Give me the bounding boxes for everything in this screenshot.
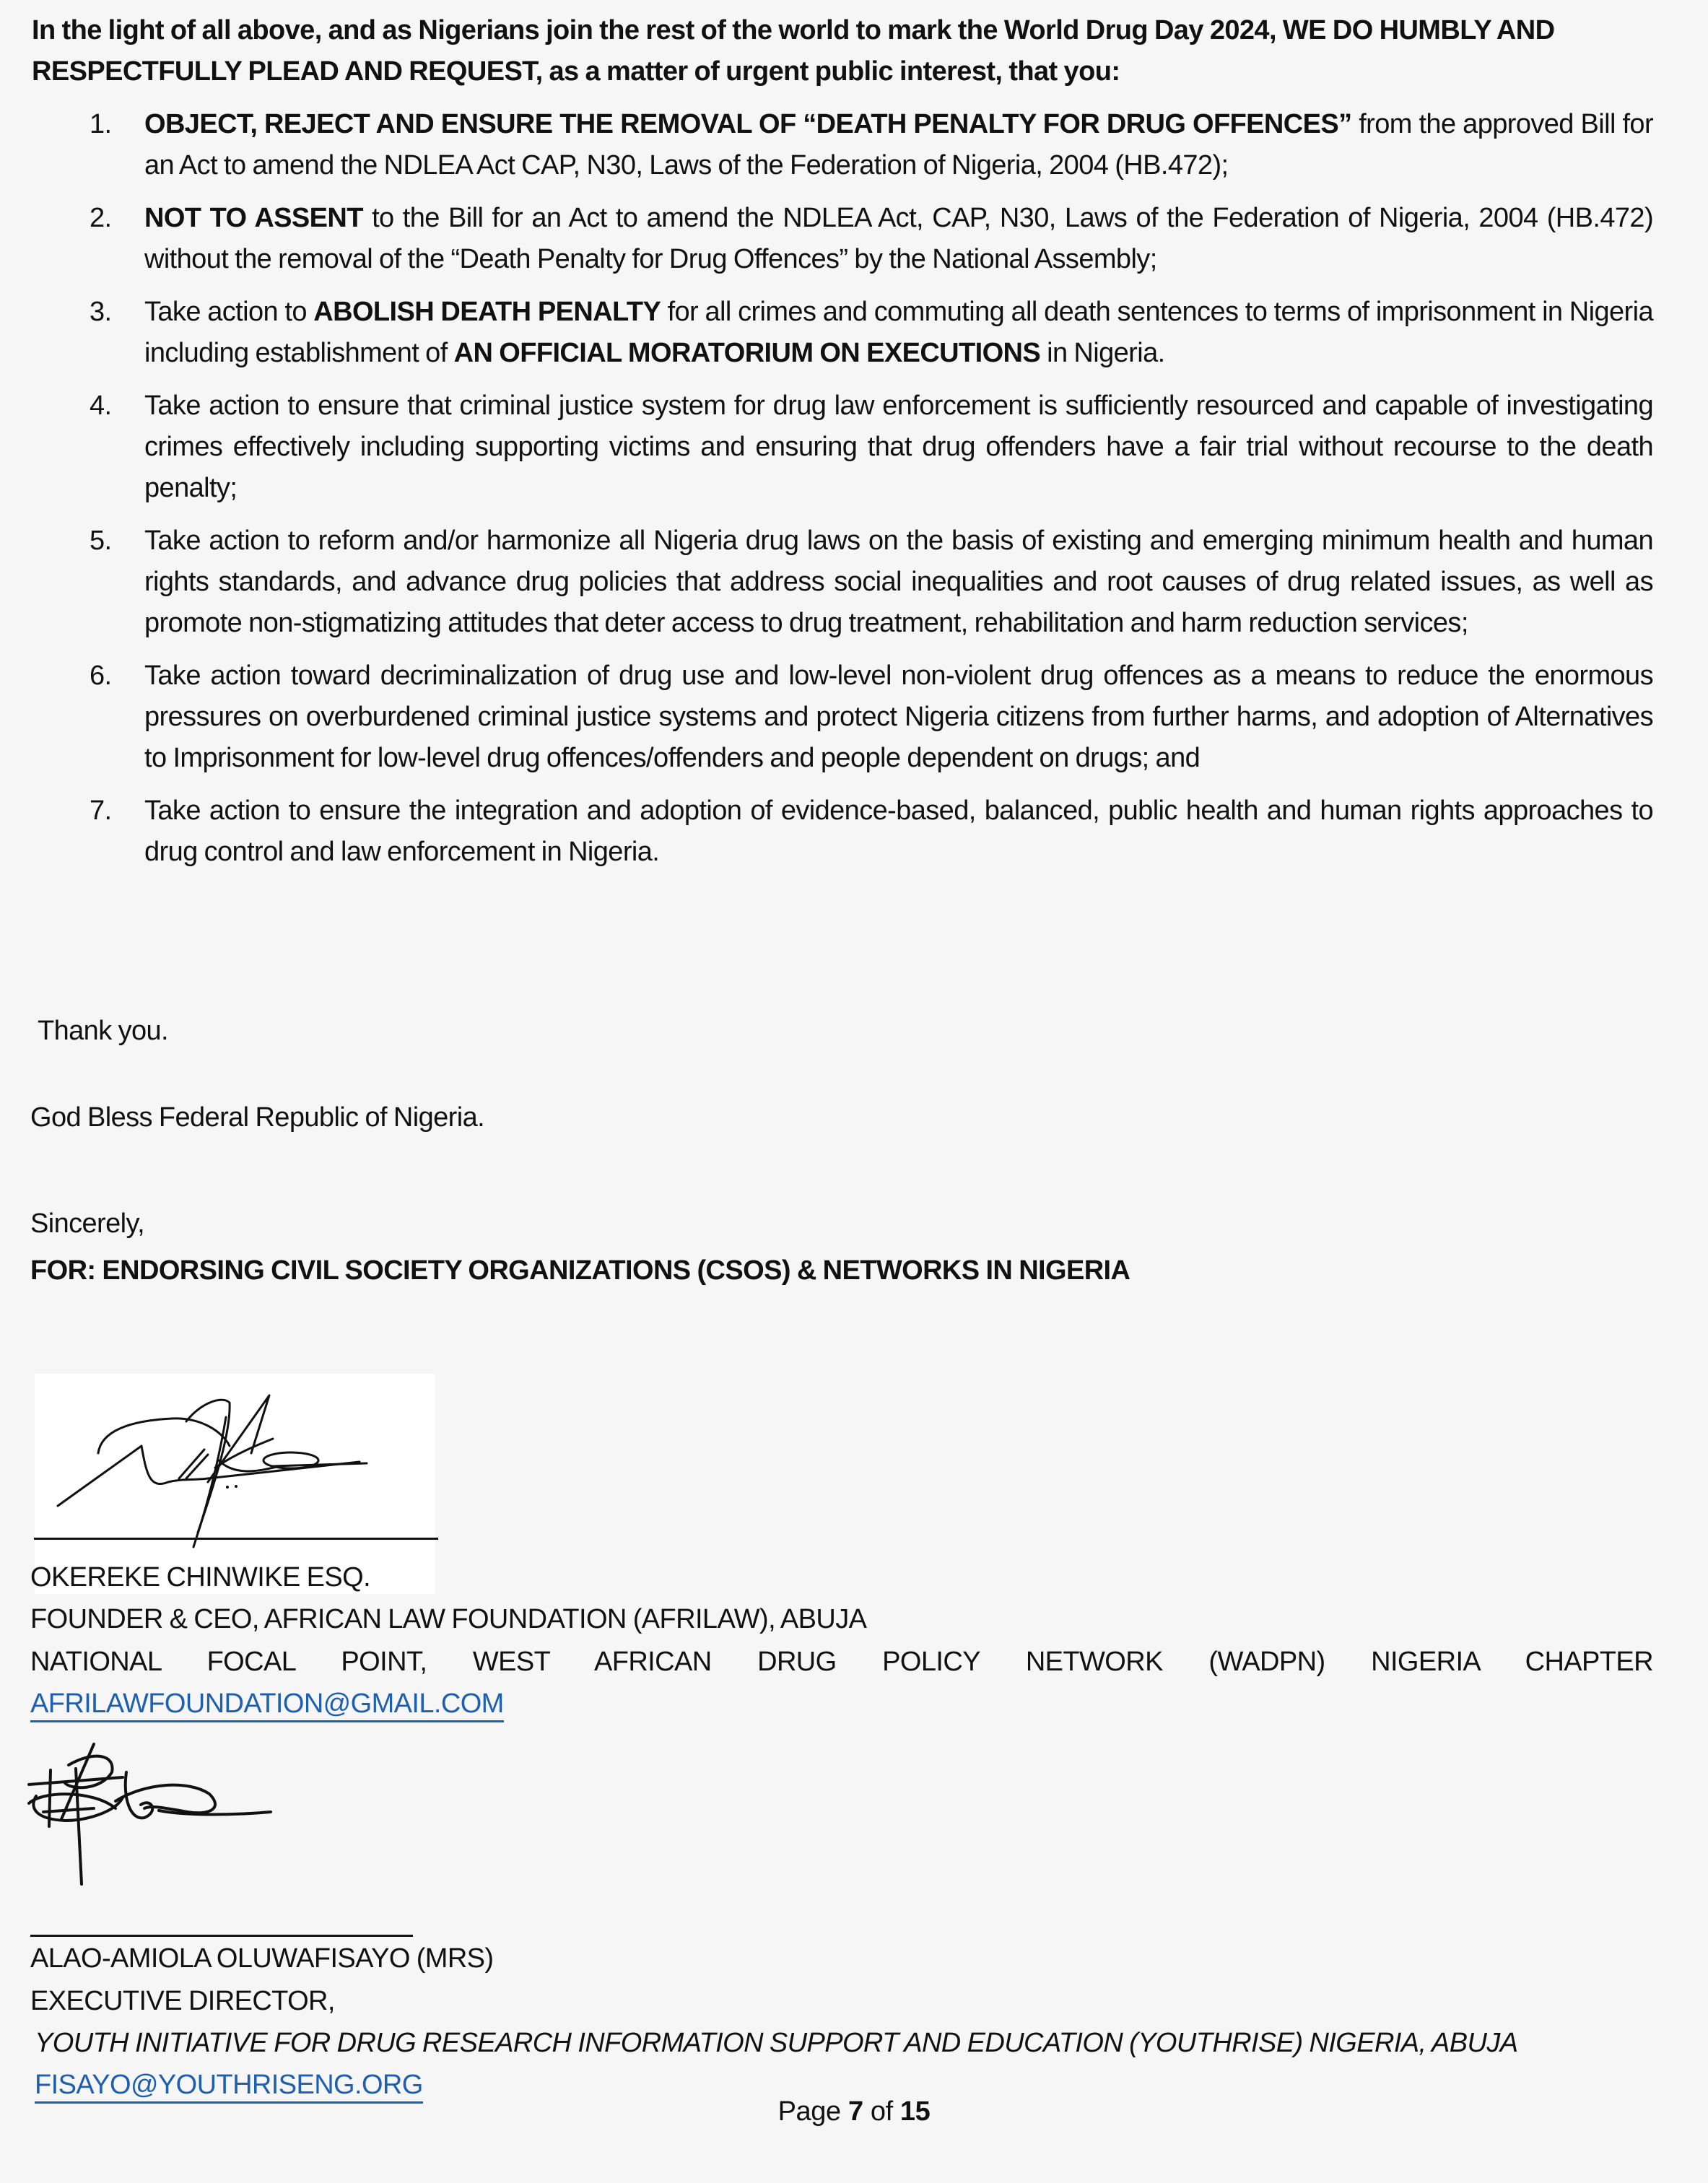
signatory-organization: YOUTH INITIATIVE FOR DRUG RESEARCH INFORMATION SUPPORT AND EDUCATION (YOUTHRISE) NIGERIA, ABUJA bbox=[35, 2028, 1518, 2058]
list-item-1 bbox=[0, 104, 1653, 186]
list-number: 6. bbox=[90, 661, 112, 691]
request-text: Take action to ensure the integration and adoption of evidence-based, balanced, public health and human rights approaches to drug control and law enforcement in Nigeria. bbox=[144, 796, 1653, 867]
signatory-email-wrapper bbox=[30, 1683, 504, 1725]
request-bold-lead: ABOLISH DEATH PENALTY bbox=[313, 297, 661, 327]
list-number: 7. bbox=[90, 796, 112, 826]
request-bold-lead: NOT TO ASSENT bbox=[144, 203, 363, 233]
list-item-4 bbox=[0, 385, 1653, 509]
signature-scribble-icon bbox=[22, 1740, 282, 1906]
request-text: Take action toward decriminalization of drug use and low-level non-violent drug offences as a means to reduce the enormous pressures on overburdened criminal justice systems and protect Nigeria citizens from further harms, and adoption of Alternatives to Imprisonment for low-level drug offences/offenders and people dependent on drugs; and bbox=[144, 661, 1653, 773]
request-list bbox=[0, 104, 1660, 884]
list-item-2 bbox=[0, 198, 1653, 280]
signatory-title: FOUNDER & CEO, AFRICAN LAW FOUNDATION (AFRILAW), ABUJA bbox=[30, 1604, 867, 1634]
request-text: Take action to reform and/or harmonize all Nigeria drug laws on the basis of existing and emerging minimum health and human rights standards, and advance drug policies that address social inequalities and root causes of drug related issues, as well as promote non-stigmatizing attitudes that deter access to drug treatment, rehabilitation and harm reduction services; bbox=[144, 526, 1653, 638]
of-label: of bbox=[870, 2096, 893, 2127]
list-number: 1. bbox=[90, 109, 112, 139]
request-bold-lead: OBJECT, REJECT AND ENSURE THE REMOVAL OF “DEATH PENALTY FOR DRUG OFFENCES” bbox=[144, 109, 1352, 139]
request-text: in Nigeria. bbox=[1040, 338, 1165, 368]
signature-line-okereke bbox=[34, 1538, 438, 1540]
signatory-email-link[interactable]: AFRILAWFOUNDATION@GMAIL.COM bbox=[30, 1689, 504, 1722]
request-text: Take action to ensure that criminal justice system for drug law enforcement is sufficiently resourced and capable of investigating crimes effectively including supporting victims and ensuring that drug offenders have a fair trial without recourse to the death penalty; bbox=[144, 391, 1653, 503]
current-page-number: 7 bbox=[848, 2096, 863, 2127]
list-number: 2. bbox=[90, 203, 112, 233]
list-item-5 bbox=[0, 520, 1653, 644]
intro-paragraph: In the light of all above, and as Nigerians join the rest of the world to mark the World Drug Day 2024, WE DO HUMBLY AND RESPECTFULLY PLEAD AND REQUEST, as a matter of urgent public interest, that you: bbox=[32, 15, 1555, 87]
signatory-name: OKEREKE CHINWIKE ESQ. bbox=[30, 1562, 371, 1592]
page-label: Page bbox=[777, 2096, 841, 2127]
page-footer bbox=[0, 2091, 1708, 2132]
request-text-mid: for all crimes and commuting all death sentences to terms of imprisonment in Nigeria including establishment of bbox=[144, 297, 1653, 368]
sincerely-text: Sincerely, bbox=[30, 1208, 145, 1239]
list-number: 4. bbox=[90, 391, 112, 421]
request-text: from the approved Bill for an Act to amend the NDLEA Act CAP, N30, Laws of the Federation of Nigeria, 2004 (HB.472); bbox=[144, 109, 1654, 180]
list-number: 5. bbox=[90, 526, 112, 556]
blessing-text: God Bless Federal Republic of Nigeria. bbox=[30, 1102, 485, 1133]
signature-line-alao bbox=[30, 1935, 413, 1937]
list-item-3 bbox=[0, 292, 1653, 374]
thank-you-text: Thank you. bbox=[38, 1016, 168, 1046]
total-pages-number: 15 bbox=[899, 2096, 931, 2127]
signatory-role: NATIONAL FOCAL POINT, WEST AFRICAN DRUG POLICY NETWORK (WADPN) NIGERIA CHAPTER bbox=[30, 1647, 1653, 1677]
list-number: 3. bbox=[90, 297, 112, 327]
endorsing-line: FOR: ENDORSING CIVIL SOCIETY ORGANIZATIONS (CSOS) & NETWORKS IN NIGERIA bbox=[30, 1255, 1130, 1286]
request-bold-secondary: AN OFFICIAL MORATORIUM ON EXECUTIONS bbox=[453, 338, 1041, 368]
request-text-pre: Take action to bbox=[144, 297, 314, 327]
request-text: to the Bill for an Act to amend the NDLEA Act, CAP, N30, Laws of the Federation of Nigeria, 2004 (HB.472) without the removal of the “Death Penalty for Drug Offences” by the National Assembly; bbox=[144, 203, 1653, 274]
list-item-7 bbox=[0, 790, 1653, 873]
signatory-email-link[interactable]: FISAYO@YOUTHRISENG.ORG bbox=[35, 2070, 423, 2104]
signatory-name: ALAO-AMIOLA OLUWAFISAYO (MRS) bbox=[30, 1943, 494, 1974]
signatory-title: EXECUTIVE DIRECTOR, bbox=[30, 1986, 335, 2016]
list-item-6 bbox=[0, 655, 1653, 779]
